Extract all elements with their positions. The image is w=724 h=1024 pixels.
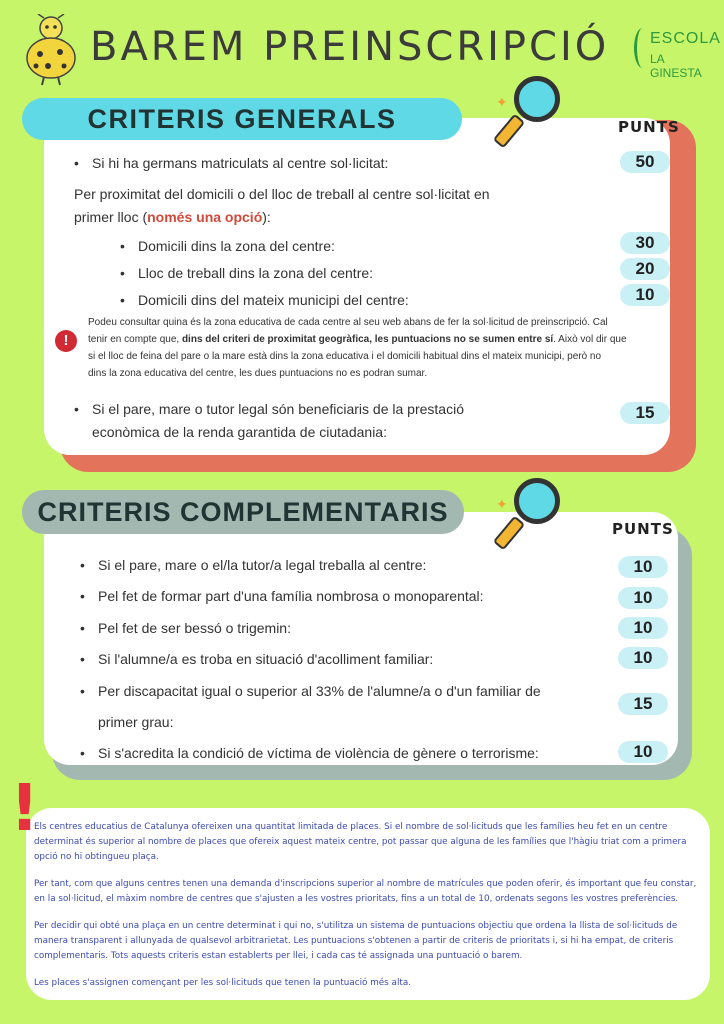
sparkle-icon: ✦ [496, 94, 508, 110]
page-title: BAREM PREINSCRIPCIÓ [90, 24, 610, 70]
magnifier-icon [496, 76, 576, 156]
criterion-proximity: Per proximitat del domicili o del lloc de treball al centre sol·licitat en primer lloc (només una opció): [74, 186, 490, 225]
general-heading: CRITERIS GENERALS [22, 98, 462, 140]
info-paragraph-2: Per tant, com que alguns centres tenen una demanda d'inscripcions superior al nombre de matrícules que poden oferir, és important que feu constar, en la sol·licitud, el màxim nombre de centres que s'ajusten a les vostres prioritats, fins a un total de 10, ordenats segons les vostres preferències. [34, 879, 697, 904]
score-foster: 10 [618, 647, 668, 669]
magnifier-icon [496, 478, 576, 558]
sparkle-icon: ✦ [496, 496, 508, 512]
logo-line-2: LA GINESTA [650, 52, 702, 80]
ladybug-illustration [20, 14, 82, 86]
criterion-disability: • Per discapacitat igual o superior al 33% de l'alumne/a o d'un familiar de [98, 683, 541, 699]
score-parent-works: 10 [618, 556, 668, 578]
logo-line-1: ESCOLA [650, 30, 721, 47]
warning-icon: ! [55, 330, 77, 352]
criterion-twins: • Pel fet de ser bessó o trigemin: [98, 620, 291, 636]
score-disability: 15 [618, 693, 668, 715]
info-box [26, 808, 710, 1000]
criterion-disability-cont: primer grau: [98, 714, 174, 730]
criterion-large-family: • Pel fet de formar part d'una família nombrosa o monoparental: [98, 588, 484, 604]
score-same-municipality: 10 [620, 284, 670, 306]
score-large-family: 10 [618, 587, 668, 609]
score-work-zone: 20 [620, 258, 670, 280]
school-logo [632, 22, 721, 80]
score-siblings: 50 [620, 151, 670, 173]
criterion-victim: • Si s'acredita la condició de víctima de violència de gènere o terrorisme: [98, 745, 539, 761]
criterion-parent-works: • Si el pare, mare o el/la tutor/a legal treballa al centre: [98, 557, 426, 573]
info-paragraph-1: Els centres educatius de Catalunya ofereixen una quantitat limitada de places. Si el nombre de sol·licituds que les famílies heu fet en un centre determinat és superior al nombre de places que ofereix aquest mateix centre, pot passar que alguna de les famílies que l'hàgiu triat com a primera opció no hi obtingueu plaça. [34, 822, 687, 862]
proximity-note: Podeu consultar quina és la zona educativa de cada centre al seu web abans de fer la sol·licitud de preinscripció. Cal tenir en compte que, dins del criteri de proximitat geogràfica, les puntuacions no se sumen entre sí. Això vol dir que si el lloc de feina del pare o la mare està dins la zona educativa i el domicili habitual dins el mateix municipi, però no dins la zona educativa del centre, les dues puntuacions no es podran sumar. [88, 317, 627, 379]
leaf-icon [634, 28, 651, 68]
only-one-option: només una opció [147, 209, 263, 225]
score-income: 15 [620, 402, 670, 424]
score-home-zone: 30 [620, 232, 670, 254]
exclamation-icon: ! [10, 772, 40, 846]
criterion-income: • Si el pare, mare o tutor legal són beneficiaris de la prestació econòmica de la renda garantida de ciutadania: [92, 398, 464, 444]
info-paragraph-3: Per decidir qui obté una plaça en un centre determinat i qui no, s'utilitza un sistema de puntuacions objectiu que ordena la llista de sol·licituds de manera transparent i allunyada de qualsevol arbitrarietat. Les puntuacions s'obtenen a partir de criteris de prioritats i, si hi ha empat, de criteris complementaris. Tots aquests criteris estan establerts per llei, i cada cas té assignada una puntuació o barem. [34, 921, 678, 961]
score-twins: 10 [618, 617, 668, 639]
sub-item-same-municipality: • Domicili dins del mateix municipi del centre: [138, 292, 409, 308]
complementary-heading: CRITERIS COMPLEMENTARIS [22, 490, 464, 534]
info-paragraph-4: Les places s'assignen començant per les sol·licituds que tenen la puntuació més alta. [34, 978, 412, 988]
sub-item-work-zone: • Lloc de treball dins la zona del centre: [138, 265, 373, 281]
complementary-punts-label: PUNTS [612, 520, 674, 538]
criterion-siblings: • Si hi ha germans matriculats al centre sol·licitat: [92, 155, 388, 171]
score-victim: 10 [618, 741, 668, 763]
criterion-foster: • Si l'alumne/a es troba en situació d'acolliment familiar: [98, 651, 433, 667]
general-punts-label: PUNTS [618, 118, 680, 136]
sub-item-home-zone: • Domicili dins la zona del centre: [138, 238, 335, 254]
